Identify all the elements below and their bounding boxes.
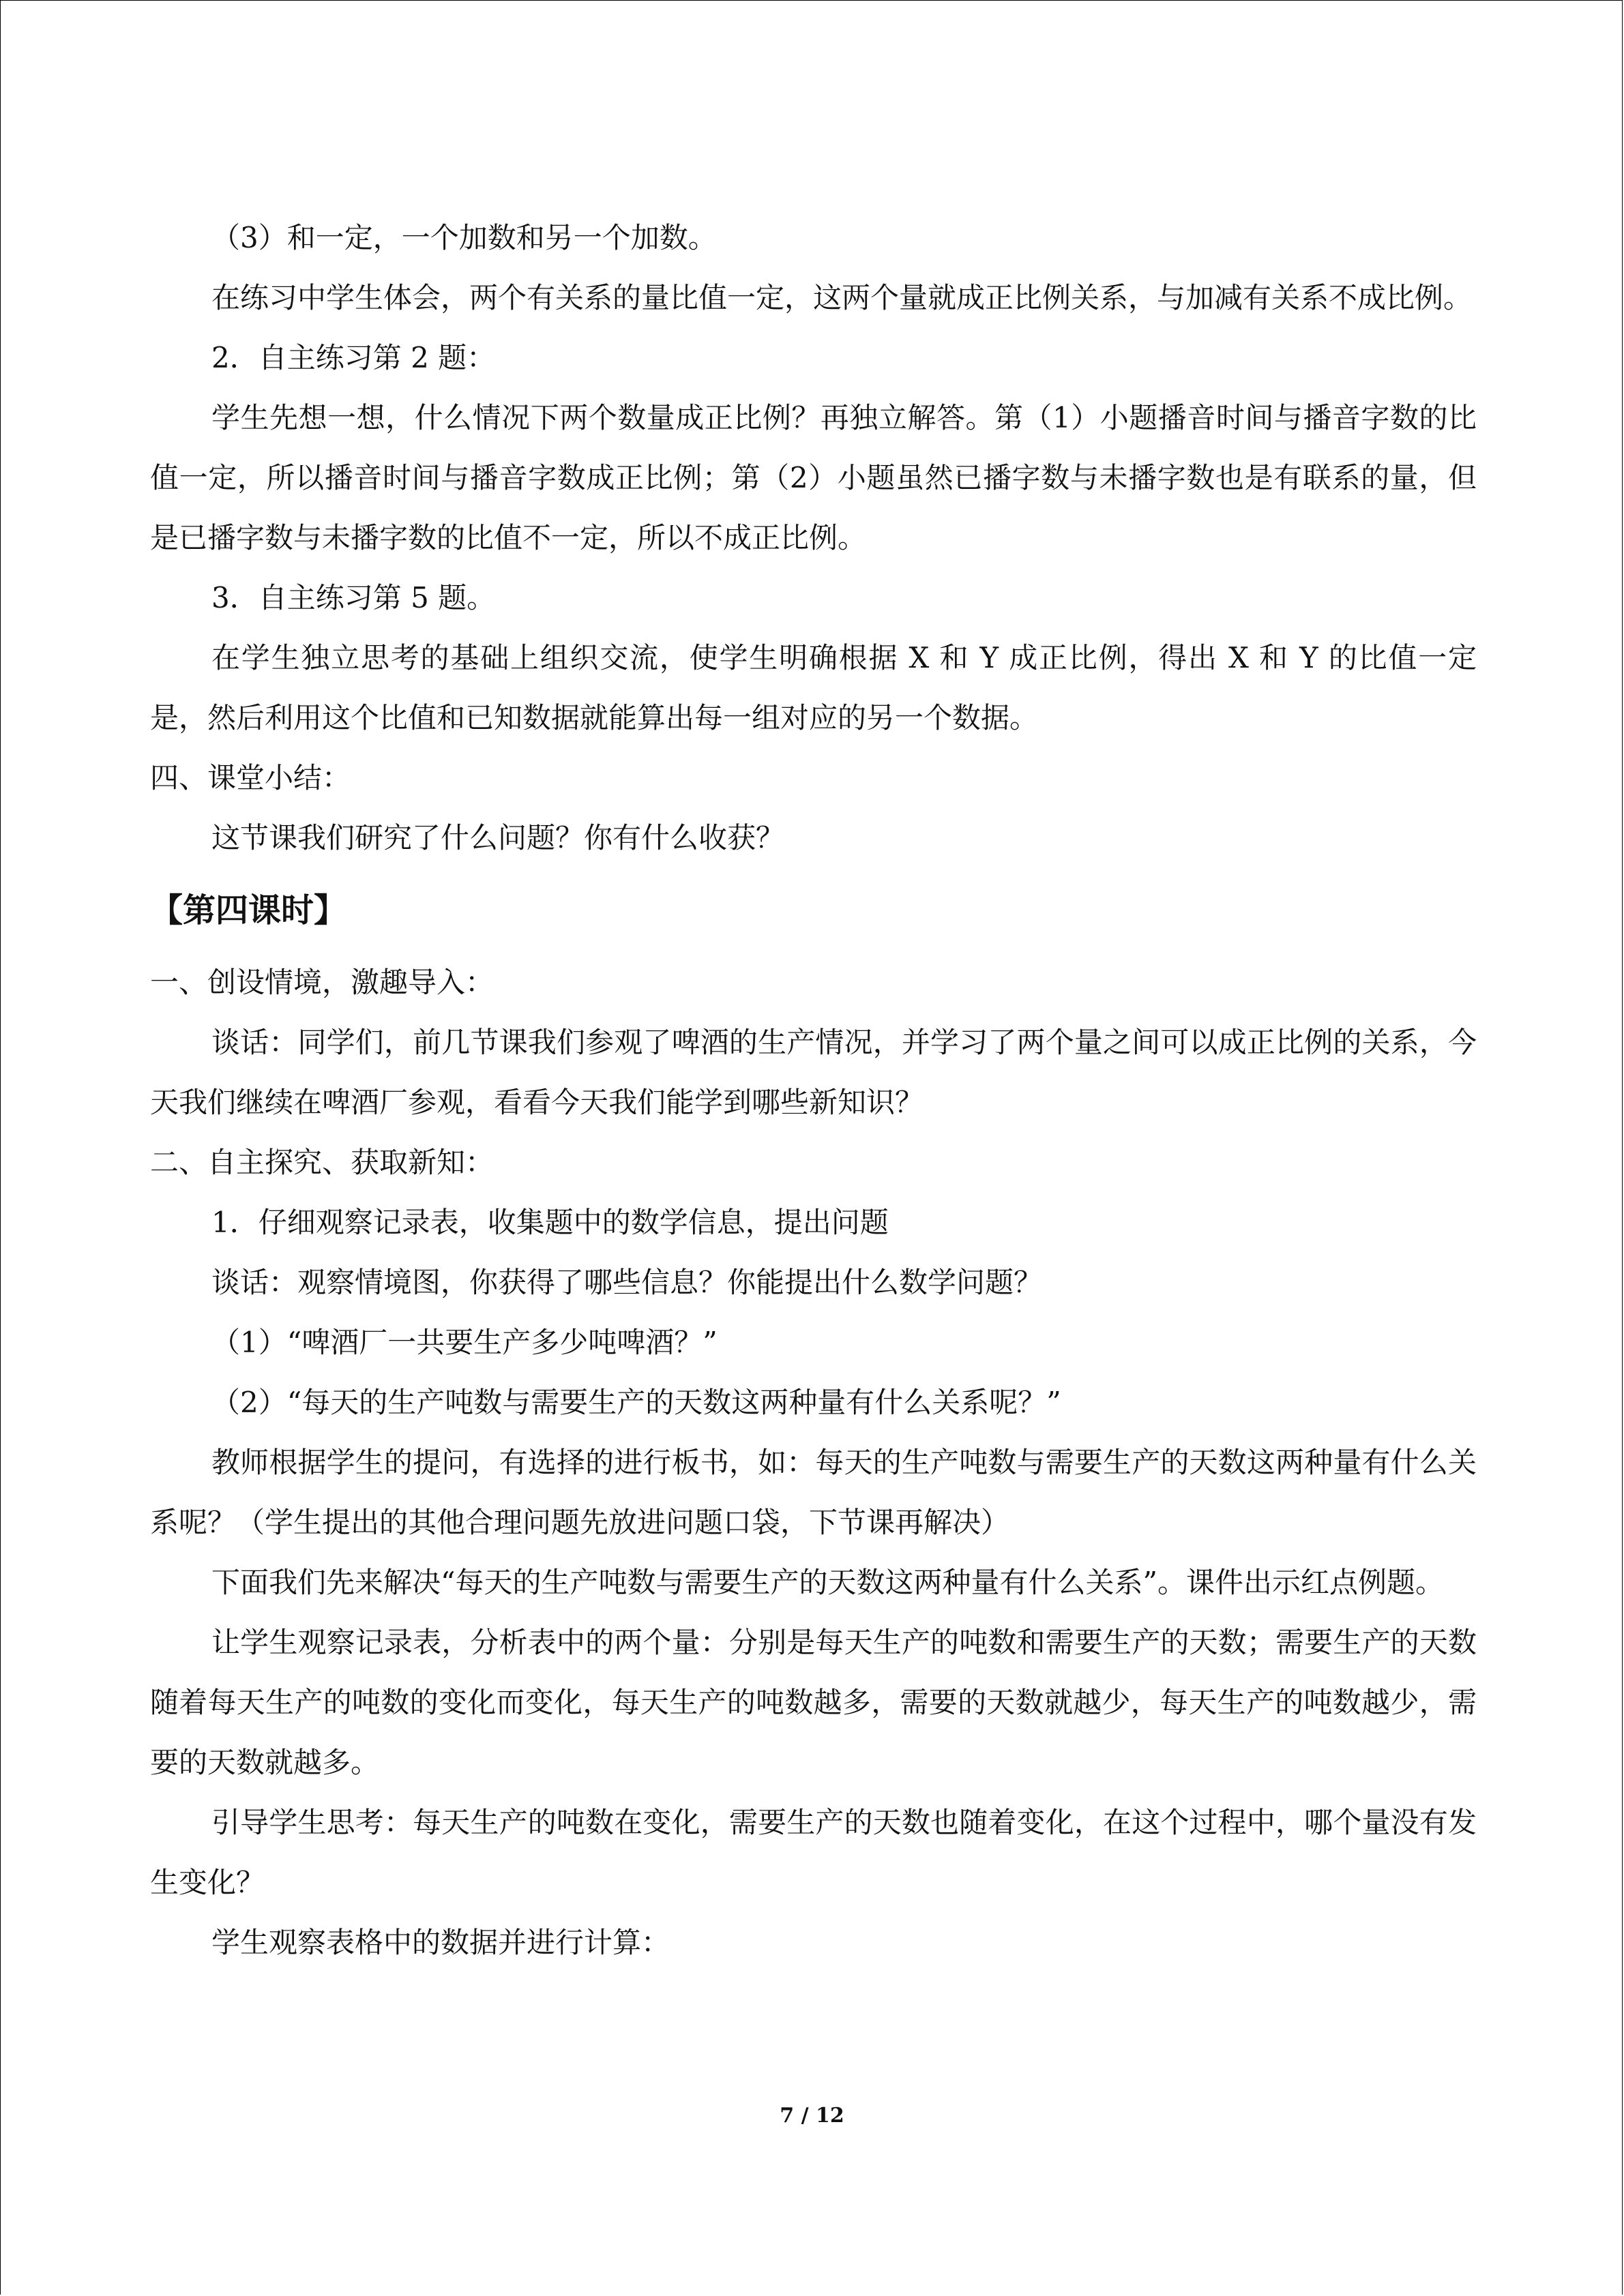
section-heading: 【第四课时】 xyxy=(150,891,347,929)
paragraph: 1．仔细观察记录表，收集题中的数学信息，提出问题 xyxy=(211,1206,889,1239)
page-number: 7 / 12 xyxy=(780,2104,844,2128)
paragraph: （2）“每天的生产吨数与需要生产的天数这两种量有什么关系呢？” xyxy=(211,1386,1061,1419)
paragraph: 让学生观察记录表，分析表中的两个量：分别是每天生产的吨数和需要生产的天数；需要生产的天数随着每天生产的吨数的变化而变化，每天生产的吨数越多，需要的天数就越少，每天生产的吨数越少，需要的天数就越多。 xyxy=(150,1626,1477,1779)
paragraph: 在练习中学生体会，两个有关系的量比值一定，这两个量就成正比例关系，与加减有关系不成比例。 xyxy=(211,281,1473,314)
paragraph: 谈话：观察情境图，你获得了哪些信息？你能提出什么数学问题？ xyxy=(211,1266,1043,1299)
paragraph: 在学生独立思考的基础上组织交流，使学生明确根据 X 和 Y 成正比例，得出 X 和 Y 的比值一定是，然后利用这个比值和已知数据就能算出每一组对应的另一个数据。 xyxy=(150,641,1477,734)
section-before xyxy=(150,208,1477,868)
paragraph: 学生观察表格中的数据并进行计算： xyxy=(211,1926,670,1959)
paragraph: 二、自主探究、获取新知： xyxy=(150,1146,494,1179)
paragraph: （1）“啤酒厂一共要生产多少吨啤酒？” xyxy=(211,1326,718,1359)
document-body xyxy=(150,208,1477,1973)
paragraph: 四、课堂小结： xyxy=(150,761,351,794)
paragraph: 2．自主练习第 2 题： xyxy=(211,341,496,374)
paragraph: 这节课我们研究了什么问题？你有什么收获？ xyxy=(211,821,785,854)
paragraph: （3）和一定，一个加数和另一个加数。 xyxy=(211,221,717,254)
paragraph: 学生先想一想，什么情况下两个数量成正比例？再独立解答。第（1）小题播音时间与播音字数的比值一定，所以播音时间与播音字数成正比例；第（2）小题虽然已播字数与未播字数也是有联系的量，但是已播字数与未播字数的比值不一定，所以不成正比例。 xyxy=(150,401,1477,554)
paragraph: 教师根据学生的提问，有选择的进行板书，如：每天的生产吨数与需要生产的天数这两种量有什么关系呢？（学生提出的其他合理问题先放进问题口袋，下节课再解决） xyxy=(150,1446,1477,1539)
section-after xyxy=(150,953,1477,1973)
paragraph: 谈话：同学们，前几节课我们参观了啤酒的生产情况，并学习了两个量之间可以成正比例的关系，今天我们继续在啤酒厂参观，看看今天我们能学到哪些新知识？ xyxy=(150,1026,1477,1119)
paragraph: 引导学生思考：每天生产的吨数在变化，需要生产的天数也随着变化，在这个过程中，哪个量没有发生变化？ xyxy=(150,1806,1477,1899)
paragraph: 一、创设情境，激趣导入： xyxy=(150,966,494,999)
paragraph: 下面我们先来解决“每天的生产吨数与需要生产的天数这两种量有什么关系”。课件出示红点例题。 xyxy=(211,1566,1444,1599)
paragraph: 3．自主练习第 5 题。 xyxy=(211,581,496,614)
